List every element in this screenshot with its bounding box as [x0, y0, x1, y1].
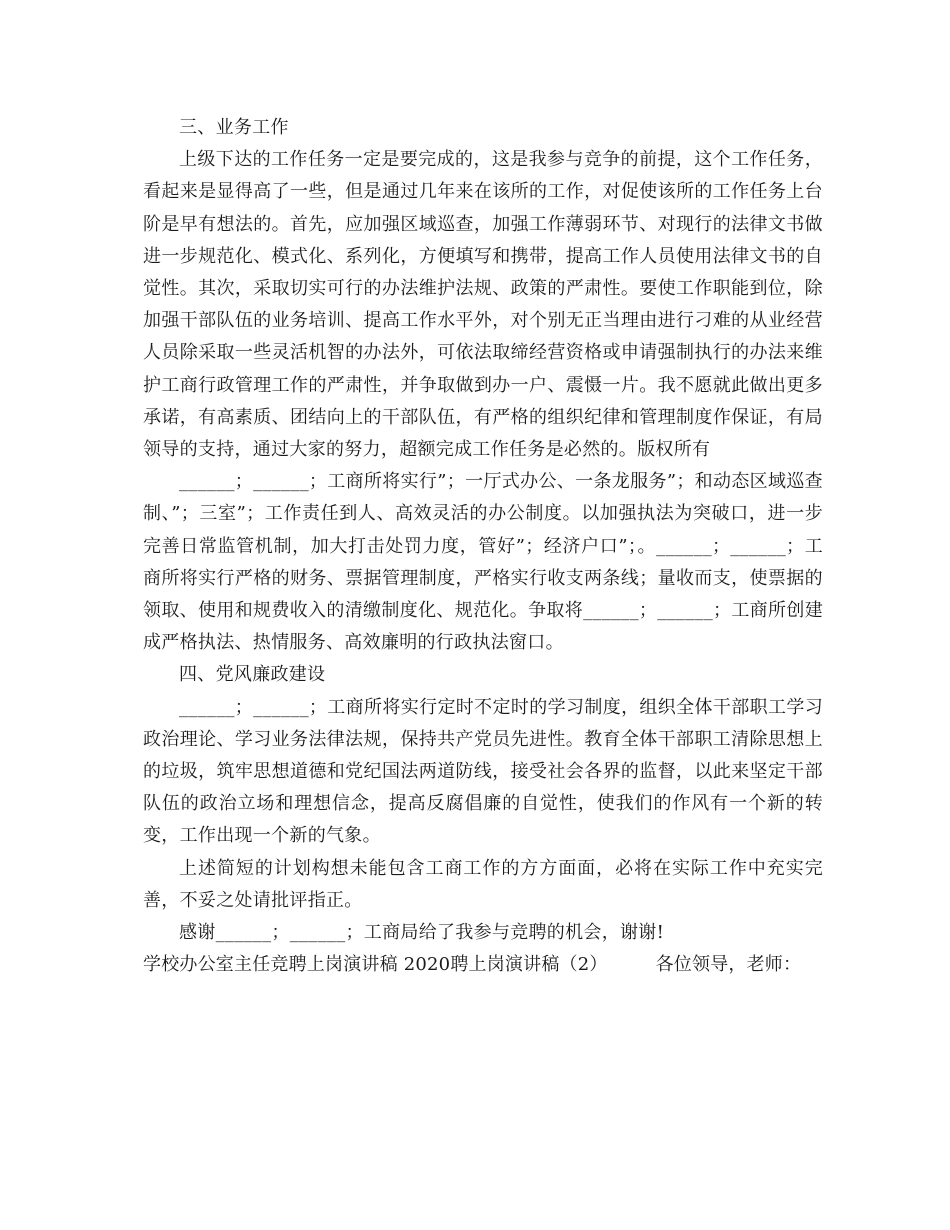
closing-paragraph: 上述简短的计划构想未能包含工商工作的方方面面，必将在实际工作中充实完善，不妥之处请批评指正。 [143, 857, 823, 911]
next-document-title: 学校办公室主任竞聘上岗演讲稿 2020聘上岗演讲稿（2） [143, 954, 608, 976]
section-3-heading: 三、业务工作 [179, 117, 289, 138]
section-3-paragraph-1: 上级下达的工作任务一定是要完成的，这是我参与竞争的前提，这个工作任务，看起来是显得高了一些，但是通过几年来在该所的工作，对促使该所的工作任务上台阶是早有想法的。首先，应加强区域巡查，加强工作薄弱环节、对现行的法律文书做进一步规范化、模式化、系列化，方便填写和携带，提高工作人员使用法律文书的自觉性。其次，采取切实可行的办法维护法规、政策的严肃性。要使工作职能到位，除加强干部队伍的业务培训、提高工作水平外，对个别无正当理由进行刁难的从业经营人员除采取一些灵活机智的办法外，可依法取缔经营资格或申请强制执行的办法来维护工商行政管理工作的严肃性，并争取做到办一户、震慑一片。我不愿就此做出更多承诺，有高素质、团结向上的干部队伍，有严格的组织纪律和管理制度作保证，有局领导的支持，通过大家的努力，超额完成工作任务是必然的。版权所有 [143, 149, 823, 461]
section-4-heading: 四、党风廉政建设 [179, 664, 326, 686]
thanks-paragraph: 感谢______；______；工商局给了我参与竞聘的机会，谢谢! [179, 922, 665, 944]
next-document-line [143, 949, 823, 981]
document-page [143, 112, 823, 981]
section-4-paragraph-1: ______；______；工商所将实行定时不定时的学习制度，组织全体干部职工学习政治理论、学习业务法律法规，保持共产党员先进性。教育全体干部职工清除思想上的垃圾，筑牢思想道德和党纪国法两道防线，接受社会各界的监督，以此来坚定干部队伍的政治立场和理想信念，提高反腐倡廉的自觉性，使我们的作风有一个新的转变，工作出现一个新的气象。 [143, 696, 823, 847]
section-3-paragraph-2: ______；______；工商所将实行”；一厅式办公、一条龙服务”；和动态区域巡查制、”；三室”；工作责任到人、高效灵活的办公制度。以加强执法为突破口，进一步完善日常监管机制，加大打击处罚力度，管好”；经济户口”；。______；______；工商所将实行严格的财务、票据管理制度，严格实行收支两条线；量收而支，使票据的领取、使用和规费收入的清缴制度化、规范化。争取将______；______；工商所创建成严格执法、热情服务、高效廉明的行政执法窗口。 [143, 471, 823, 654]
next-document-greeting: 各位领导，老师： [655, 954, 802, 976]
